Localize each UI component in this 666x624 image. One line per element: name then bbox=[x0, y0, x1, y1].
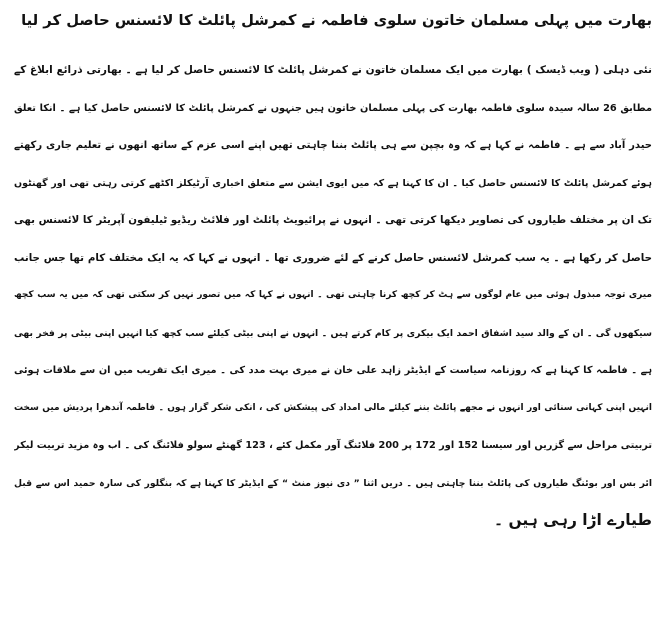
article-line: حاصل کر رکھا ہے ۔ یہ سب کمرشل لائسنس حاصل کرنے کے لئے ضروری تھا ۔ انہوں نے کہا کہ یہ ایک مختلف کام تھا جس جانب bbox=[14, 251, 652, 264]
article-line: نئی دہلی ( ویب ڈیسک ) بھارت میں ایک مسلمان خاتون نے کمرشل پائلٹ کا لائسنس حاصل کر لیا ہے ۔ بھارتی ذرائع ابلاغ کے bbox=[14, 64, 652, 76]
article-line: حیدر آباد سے ہے ۔ فاطمہ نے کہا ہے کہ وہ بچپن سے ہی پائلٹ بننا چاہتی تھیں اپنے اسی عزم کے ساتھ انھوں نے تعلیم جاری رکھتے bbox=[14, 140, 652, 151]
article-line: تک ان پر مختلف طیاروں کی تصاویر دیکھا کرتی تھی ۔ انہوں نے پرائیویٹ پائلٹ اور فلائٹ ریڈیو ٹیلیفون آپریٹر کا لائسنس بھی bbox=[14, 214, 652, 226]
article-line: مطابق 26 سالہ سیدہ سلوی فاطمہ بھارت کی پہلی مسلمان خاتون ہیں جنہوں نے کمرشل پائلٹ کا لائسنس حاصل کیا ہے ۔ انکا تعلق bbox=[14, 102, 652, 114]
article-line: میری توجہ مبذول ہوئی میں عام لوگوں سے ہٹ کر کچھ کرنا چاہتی تھی ۔ انہوں نے کہا کہ میں تصور نہیں کر سکتی تھی کہ میں یہ سب کچھ bbox=[14, 290, 652, 300]
article-line: ائر بس اور بوئنگ طیاروں کی پائلٹ بننا چاہتی ہیں ۔ دریں اثنا ” دی نیوز منٹ “ کے ایڈیٹر کا کہنا ہے کہ بنگلور کی سارہ حمید اس سے قبل bbox=[14, 477, 652, 489]
article-line: ہے ۔ فاطمہ کا کہنا ہے کہ روزنامہ سیاست کے ایڈیٹر زاہد علی خان نے میری بہت مدد کی ۔ میری ایک تقریب میں ان سے ملاقات ہوئی bbox=[14, 365, 652, 376]
news-article bbox=[14, 6, 652, 540]
article-line: تربیتی مراحل سے گزریں اور سیسنا 152 اور 172 پر 200 فلائنگ آور مکمل کئے ، 123 گھنٹے سولو فلائنگ کی ۔ اب وہ مزید تربیت لیکر bbox=[14, 440, 652, 451]
article-line: انہیں اپنی کہانی سنائی اور انہوں نے مجھے پائلٹ بننے کیلئے مالی امداد کی پیشکش کی ، انکی شکر گزار ہوں ۔ فاطمہ آندھرا پردیش میں سخت bbox=[14, 402, 652, 413]
article-headline: بھارت میں پہلی مسلمان خاتون سلوی فاطمہ نے کمرشل پائلٹ کا لائسنس حاصل کر لیا bbox=[21, 12, 652, 29]
article-line-last: طیارے اڑا رہی ہیں ۔ bbox=[493, 511, 652, 529]
article-line: سیکھوں گی ۔ ان کے والد سید اشفاق احمد ایک بیکری پر کام کرتے ہیں ۔ انہوں نے اپنی بیٹی کیلئے سب کچھ کیا انہیں اپنی بیٹی پر فخر بھی bbox=[14, 327, 652, 339]
article-body bbox=[14, 52, 652, 540]
article-line: ہوئے کمرشل پائلٹ کا لائسنس حاصل کیا ۔ ان کا کہنا ہے کہ میں ایوی ایشن سے متعلق اخباری آرٹیکلز اکٹھے کرتی رہتی تھی اور گھنٹوں bbox=[14, 177, 652, 189]
